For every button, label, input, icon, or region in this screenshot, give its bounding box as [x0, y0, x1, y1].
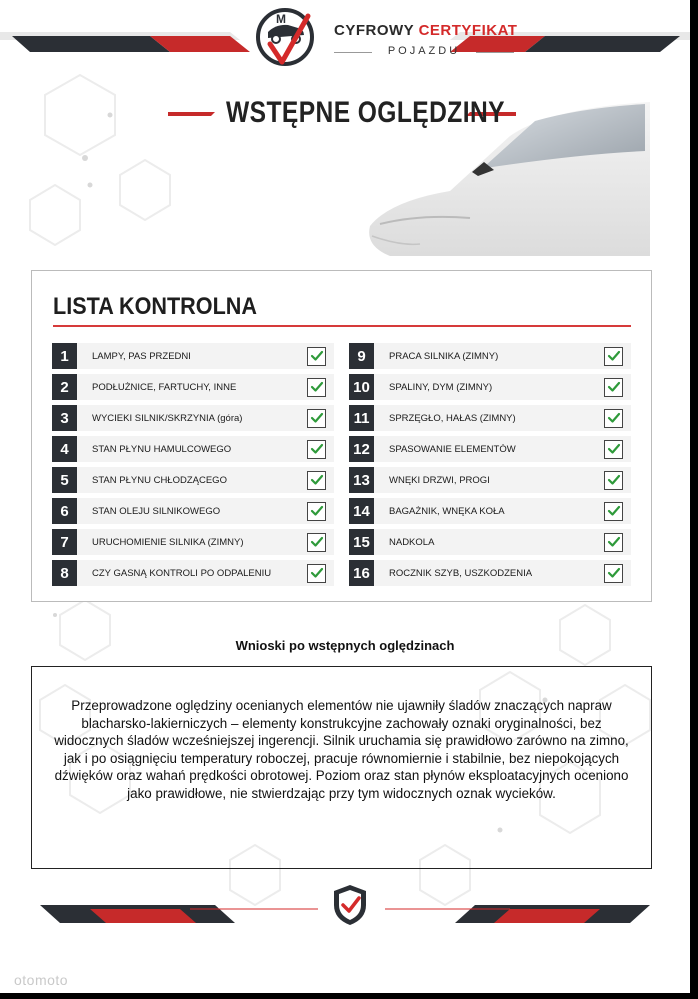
- item-checkbox: [307, 471, 326, 490]
- section-title: WSTĘPNE OGLĘDZINY: [226, 96, 505, 129]
- checklist-item: [349, 560, 631, 586]
- conclusions-line: jako prawidłowe, nie stwierdzając przy tym widocznych oznak wycieków.: [127, 785, 556, 801]
- brand-subtitle: POJAZDU: [334, 45, 514, 57]
- item-checkbox: [307, 378, 326, 397]
- item-number: 10: [349, 374, 374, 400]
- item-label: WYCIEKI SILNIK/SKRZYNIA (góra): [92, 412, 243, 424]
- checklist-item: [52, 436, 334, 462]
- item-checkbox: [604, 440, 623, 459]
- item-checkbox: [307, 564, 326, 583]
- checkmark-icon: [607, 535, 621, 549]
- item-label: CZY GASNĄ KONTROLI PO ODPALENIU: [92, 567, 272, 579]
- conclusions-text: [42, 697, 641, 802]
- car-image: [360, 96, 650, 256]
- checkmark-icon: [607, 380, 621, 394]
- item-label: BAGAŻNIK, WNĘKA KOŁA: [389, 505, 505, 517]
- checklist-item: [52, 374, 334, 400]
- conclusions-line: jak i po osiągnięciu temperatury roboczej, pracuje równomiernie i stabilnie, bez niepokojących: [63, 750, 620, 766]
- item-label: STAN OLEJU SILNIKOWEGO: [92, 505, 221, 517]
- item-number: 1: [52, 343, 77, 369]
- item-label: LAMPY, PAS PRZEDNI: [92, 350, 191, 362]
- item-label: NADKOLA: [389, 536, 435, 548]
- conclusions-line: dźwięków oraz wahań prędkości obrotowej. Poziom oraz stan płynów eksploatacyjnych oceniono: [54, 768, 629, 783]
- item-checkbox: [604, 347, 623, 366]
- item-number: 5: [52, 467, 77, 493]
- item-label: STAN PŁYNU HAMULCOWEGO: [92, 443, 232, 455]
- item-checkbox: [307, 409, 326, 428]
- checkmark-icon: [310, 411, 324, 425]
- checkmark-icon: [310, 442, 324, 456]
- item-number: 12: [349, 436, 374, 462]
- checklist-item: [349, 529, 631, 555]
- item-number: 13: [349, 467, 374, 493]
- conclusions-line: widocznych śladów wcześniejszej ingerencji. Silnik uruchamia się prawidłowo zarówno na zimno,: [54, 733, 629, 748]
- checkmark-icon: [310, 535, 324, 549]
- checkmark-icon: [607, 473, 621, 487]
- item-checkbox: [604, 409, 623, 428]
- checklist-item: [349, 405, 631, 431]
- item-checkbox: [604, 378, 623, 397]
- item-number: 2: [52, 374, 77, 400]
- checkmark-icon: [607, 442, 621, 456]
- checkmark-icon: [310, 566, 324, 580]
- item-checkbox: [604, 471, 623, 490]
- item-number: 4: [52, 436, 77, 462]
- item-label: URUCHOMIENIE SILNIKA (ZIMNY): [92, 536, 244, 548]
- checkmark-icon: [310, 380, 324, 394]
- checkmark-icon: [607, 411, 621, 425]
- brand-name: CYFROWY CERTYFIKAT: [334, 22, 518, 39]
- item-label: SPRZĘGŁO, HAŁAS (ZIMNY): [389, 412, 516, 424]
- item-label: PODŁUŻNICE, FARTUCHY, INNE: [92, 381, 237, 393]
- item-checkbox: [307, 533, 326, 552]
- checklist-title: LISTA KONTROLNA: [53, 293, 257, 320]
- checklist-item: [349, 467, 631, 493]
- checklist-panel: [31, 270, 652, 602]
- item-label: WNĘKI DRZWI, PROGI: [389, 474, 490, 486]
- checklist-divider: [53, 325, 631, 327]
- item-number: 9: [349, 343, 374, 369]
- conclusions-panel: [31, 666, 652, 869]
- item-label: ROCZNIK SZYB, USZKODZENIA: [389, 567, 533, 579]
- checkmark-icon: [310, 504, 324, 518]
- checklist-item: [52, 498, 334, 524]
- checklist-item: [52, 560, 334, 586]
- item-number: 6: [52, 498, 77, 524]
- checkmark-icon: [607, 566, 621, 580]
- item-number: 3: [52, 405, 77, 431]
- item-checkbox: [307, 440, 326, 459]
- item-label: SPALINY, DYM (ZIMNY): [389, 381, 493, 393]
- checkmark-icon: [310, 349, 324, 363]
- checklist-column-right: [349, 343, 631, 591]
- checkmark-icon: [607, 504, 621, 518]
- checklist-item: [52, 405, 334, 431]
- watermark: otomoto: [14, 972, 69, 988]
- item-checkbox: [604, 502, 623, 521]
- checkmark-icon: [607, 349, 621, 363]
- conclusions-title: Wnioski po wstępnych oględzinach: [235, 638, 455, 653]
- item-checkbox: [307, 502, 326, 521]
- item-checkbox: [604, 533, 623, 552]
- checkmark-icon: [310, 473, 324, 487]
- item-number: 14: [349, 498, 374, 524]
- item-number: 16: [349, 560, 374, 586]
- item-number: 15: [349, 529, 374, 555]
- footer: [0, 875, 690, 945]
- item-label: PRACA SILNIKA (ZIMNY): [389, 350, 499, 362]
- item-checkbox: [307, 347, 326, 366]
- checklist-item: [52, 343, 334, 369]
- checklist-item: [52, 467, 334, 493]
- checklist-item: [52, 529, 334, 555]
- shield-check-icon: [331, 883, 369, 927]
- checklist-item: [349, 498, 631, 524]
- item-checkbox: [604, 564, 623, 583]
- conclusions-line: blacharsko-lakierniczych – elementy konstrukcyjne zachowały oznaki oryginalności, bez: [81, 715, 602, 731]
- conclusions-line: Przeprowadzone oględziny ocenianych elementów nie ujawniły śladów znaczących napraw: [71, 698, 612, 713]
- item-number: 11: [349, 405, 374, 431]
- item-label: SPASOWANIE ELEMENTÓW: [389, 443, 516, 455]
- item-number: 8: [52, 560, 77, 586]
- checklist-item: [349, 374, 631, 400]
- svg-text:M: M: [276, 12, 286, 26]
- checklist-item: [349, 436, 631, 462]
- item-number: 7: [52, 529, 77, 555]
- checklist-item: [349, 343, 631, 369]
- item-label: STAN PŁYNU CHŁODZĄCEGO: [92, 474, 227, 486]
- checklist-column-left: [52, 343, 334, 591]
